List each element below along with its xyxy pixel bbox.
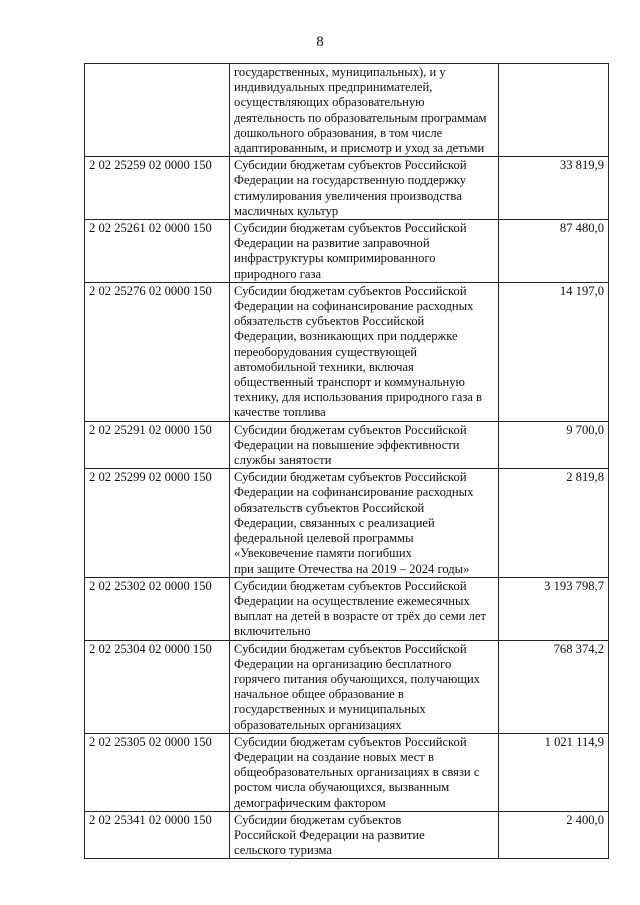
- description-line: Субсидии бюджетам субъектов Российской: [234, 422, 467, 437]
- description-line: Субсидии бюджетам субъектов Российской: [234, 283, 467, 298]
- description-line: Субсидии бюджетам субъектов Российской: [234, 641, 467, 656]
- table-row: [85, 282, 609, 421]
- description-cell: [230, 157, 499, 220]
- budget-code-cell: 2 02 25261 02 0000 150: [85, 220, 230, 283]
- budget-code-cell: 2 02 25259 02 0000 150: [85, 157, 230, 220]
- amount-cell: 2 400,0: [499, 811, 609, 859]
- table-row: [85, 577, 609, 640]
- description-line: качестве топлива: [234, 405, 326, 420]
- table-row: [85, 469, 609, 577]
- description-line: горячего питания обучающихся, получающих: [234, 671, 481, 686]
- description-line: образовательных организациях: [234, 717, 402, 732]
- description-cell: [230, 469, 499, 577]
- description-line: обязательств субъектов Российской: [234, 314, 425, 329]
- description-line: Федерации, связанных с реализацией: [234, 515, 435, 530]
- amount-cell: 33 819,9: [499, 157, 609, 220]
- description-line: федеральной целевой программы: [234, 531, 414, 546]
- description-cell: [230, 811, 499, 859]
- table-row: [85, 220, 609, 283]
- amount-cell: 1 021 114,9: [499, 733, 609, 811]
- amount-cell: 14 197,0: [499, 282, 609, 421]
- amount-cell: [499, 64, 609, 157]
- description-line: Федерации на повышение эффективности: [234, 437, 460, 452]
- amount-cell: 87 480,0: [499, 220, 609, 283]
- description-line: Субсидии бюджетам субъектов Российской: [234, 221, 467, 236]
- table-body: [85, 64, 609, 859]
- description-line: технику, для использования природного газа в: [234, 390, 482, 405]
- budget-code-cell: 2 02 25341 02 0000 150: [85, 811, 230, 859]
- budget-table: [84, 63, 609, 859]
- description-line: автомобильной техники, включая: [234, 359, 414, 374]
- description-line: инфраструктуры компримированного: [234, 251, 436, 266]
- description-line: начальное общее образование в: [234, 687, 404, 702]
- description-line: Федерации на организацию бесплатного: [234, 656, 452, 671]
- budget-code-cell: 2 02 25304 02 0000 150: [85, 640, 230, 733]
- description-cell: [230, 64, 499, 157]
- table-row: [85, 64, 609, 157]
- description-line: Субсидии бюджетам субъектов Российской: [234, 470, 467, 485]
- description-line: стимулирования увеличения производства: [234, 188, 462, 203]
- budget-code-cell: 2 02 25291 02 0000 150: [85, 421, 230, 469]
- description-line: Федерации на государственную поддержку: [234, 173, 466, 188]
- budget-code-cell: 2 02 25305 02 0000 150: [85, 733, 230, 811]
- description-line: переоборудования существующей: [234, 344, 418, 359]
- amount-cell: 768 374,2: [499, 640, 609, 733]
- table-row: [85, 733, 609, 811]
- budget-code-cell: [85, 64, 230, 157]
- description-line: Федерации на развитие заправочной: [234, 236, 430, 251]
- description-line: Субсидии бюджетам субъектов: [234, 812, 402, 827]
- description-line: деятельность по образовательным программам: [234, 110, 487, 125]
- description-line: масличных культур: [234, 203, 339, 218]
- description-line: выплат на детей в возрасте от трёх до семи лет: [234, 609, 486, 624]
- description-line: Федерации на создание новых мест в: [234, 749, 434, 764]
- description-line: Субсидии бюджетам субъектов Российской: [234, 578, 467, 593]
- description-line: Субсидии бюджетам субъектов Российской: [234, 734, 467, 749]
- description-cell: [230, 640, 499, 733]
- description-cell: [230, 282, 499, 421]
- description-line: индивидуальных предпринимателей,: [234, 80, 433, 95]
- description-line: государственных и муниципальных: [234, 702, 426, 717]
- description-cell: [230, 577, 499, 640]
- table-row: [85, 421, 609, 469]
- budget-code-cell: 2 02 25299 02 0000 150: [85, 469, 230, 577]
- description-line: природного газа: [234, 266, 322, 281]
- page-number: 8: [316, 34, 324, 50]
- description-line: включительно: [234, 624, 311, 639]
- description-line: адаптированным, и присмотр и уход за детьми: [234, 141, 485, 156]
- table-row: [85, 811, 609, 859]
- description-line: Российской Федерации на развитие: [234, 827, 425, 842]
- description-line: Федерации на софинансирование расходных: [234, 299, 474, 314]
- description-line: службы занятости: [234, 453, 332, 468]
- description-line: государственных, муниципальных), и у: [234, 65, 446, 79]
- description-line: осуществляющих образовательную: [234, 95, 425, 110]
- description-line: общественный транспорт и коммунальную: [234, 375, 465, 390]
- amount-cell: 2 819,8: [499, 469, 609, 577]
- description-line: «Увековечение памяти погибших: [234, 546, 412, 561]
- budget-code-cell: 2 02 25276 02 0000 150: [85, 282, 230, 421]
- description-cell: [230, 733, 499, 811]
- description-line: демографическим фактором: [234, 795, 386, 810]
- description-cell: [230, 220, 499, 283]
- table-row: [85, 640, 609, 733]
- description-line: Федерации на софинансирование расходных: [234, 485, 474, 500]
- budget-code-cell: 2 02 25302 02 0000 150: [85, 577, 230, 640]
- description-line: Субсидии бюджетам субъектов Российской: [234, 158, 467, 173]
- description-line: дошкольного образования, в том числе: [234, 125, 443, 140]
- description-line: Федерации, возникающих при поддержке: [234, 329, 458, 344]
- description-line: общеобразовательных организациях в связи с: [234, 765, 480, 780]
- description-line: сельского туризма: [234, 843, 332, 858]
- description-line: при защите Отечества на 2019 – 2024 годы»: [234, 561, 470, 576]
- description-line: Федерации на осуществление ежемесячных: [234, 593, 470, 608]
- description-line: ростом числа обучающихся, вызванным: [234, 780, 450, 795]
- amount-cell: 3 193 798,7: [499, 577, 609, 640]
- table-row: [85, 157, 609, 220]
- description-cell: [230, 421, 499, 469]
- description-line: обязательств субъектов Российской: [234, 500, 425, 515]
- amount-cell: 9 700,0: [499, 421, 609, 469]
